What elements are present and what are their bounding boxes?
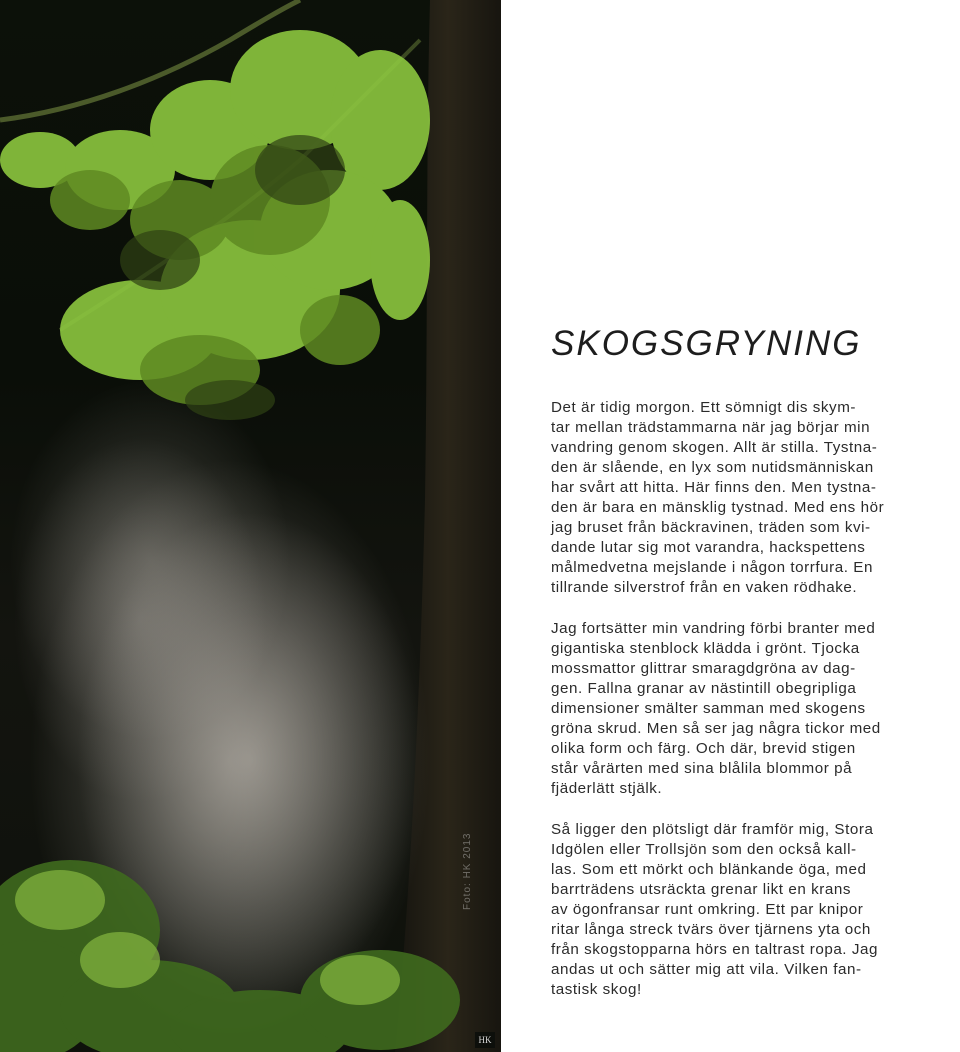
paragraph-line: tar mellan trädstammarna när jag börjar min (551, 419, 871, 436)
paragraph-line: dande lutar sig mot varandra, hackspettens (551, 539, 866, 556)
photographer-mark: HK (475, 1032, 495, 1048)
paragraph-line: Jag fortsätter min vandring förbi branter med (551, 620, 876, 637)
paragraph-line: dimensioner smälter samman med skogens (551, 700, 866, 717)
paragraph-line: andas ut och sätter mig att vila. Vilken fan- (551, 961, 862, 978)
paragraph-line: mossmattor glittrar smaragdgröna av dag- (551, 660, 856, 677)
photo-credit: Foto: HK 2013 (462, 832, 473, 910)
paragraph-line: har svårt att hitta. Här finns den. Men tystna- (551, 479, 877, 496)
paragraph-line: Det är tidig morgon. Ett sömnigt dis skym- (551, 399, 857, 416)
paragraph-line: från skogstopparna hörs en taltrast ropa. Jag (551, 941, 878, 958)
paragraph-2 (551, 619, 960, 799)
paragraph-line: olika form och färg. Och där, brevid stigen (551, 740, 856, 757)
paragraph-3 (551, 820, 960, 1000)
paragraph-1 (551, 398, 960, 598)
paragraph-line: Så ligger den plötsligt där framför mig, Stora (551, 821, 874, 838)
paragraph-line: vandring genom skogen. Allt är stilla. Tystna- (551, 439, 878, 456)
paragraph-line: den är bara en mänsklig tystnad. Med ens hör (551, 499, 885, 516)
paragraph-line: tillrande silverstrof från en vaken rödhake. (551, 579, 858, 596)
article-text-column (551, 0, 960, 1052)
paragraph-line: jag bruset från bäckravinen, träden som kvi- (551, 519, 871, 536)
paragraph-line: las. Som ett mörkt och blänkande öga, med (551, 861, 867, 878)
paragraph-line: gröna skrud. Men så ser jag några tickor med (551, 720, 881, 737)
paragraph-line: av ögonfransar runt omkring. Ett par knipor (551, 901, 864, 918)
paragraph-line: gen. Fallna granar av nästintill obegripliga (551, 680, 857, 697)
paragraph-line: tastisk skog! (551, 981, 642, 998)
paragraph-line: ritar långa streck tvärs över tjärnens yta och (551, 921, 871, 938)
paragraph-line: den är slående, en lyx som nutidsmänniskan (551, 459, 874, 476)
paragraph-line: målmedvetna mejslande i någon torrfura. En (551, 559, 873, 576)
paragraph-line: står vårärten med sina blålila blommor på (551, 760, 853, 777)
paragraph-line: barrträdens utsräckta grenar likt en krans (551, 881, 851, 898)
paragraph-line: fjäderlätt stjälk. (551, 780, 663, 797)
paragraph-line: Idgölen eller Trollsjön som den också kall- (551, 841, 857, 858)
paragraph-line: gigantiska stenblock klädda i grönt. Tjocka (551, 640, 860, 657)
article-title: SKOGSGRYNING (551, 324, 862, 363)
